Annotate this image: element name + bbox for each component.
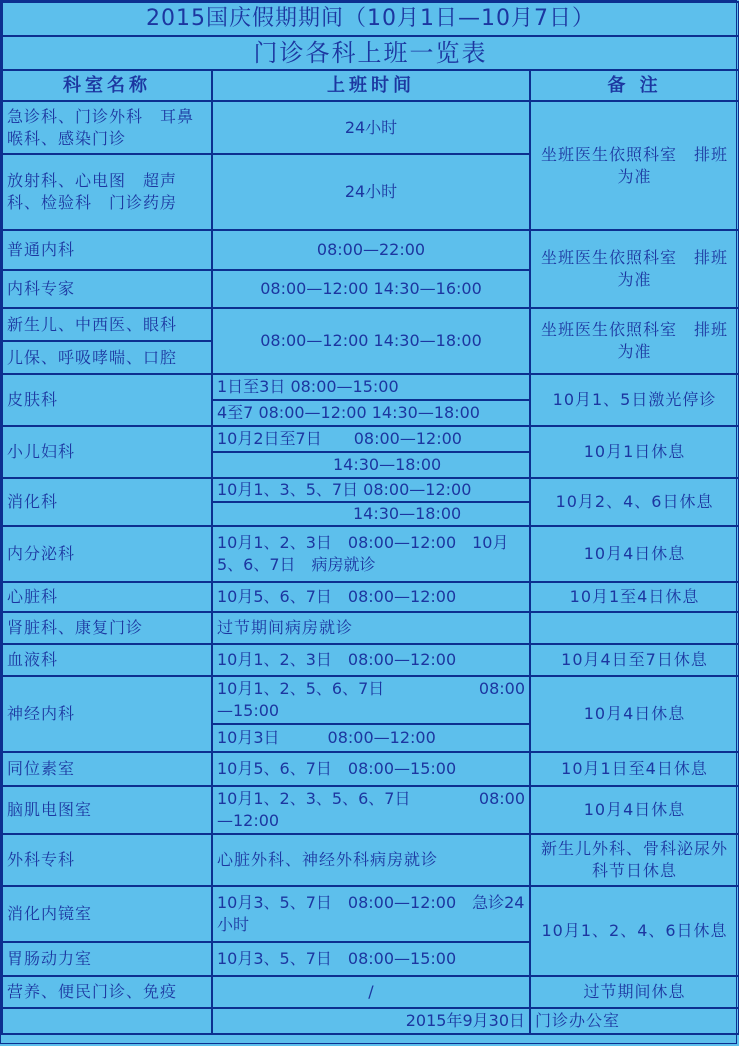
note-cell: 10月1、5日激光停诊 (530, 374, 739, 426)
note-cell (530, 612, 739, 644)
note-cell: 10月4日休息 (530, 676, 739, 752)
dept-cell: 营养、便民门诊、免疫 (2, 976, 212, 1008)
time-cell: 08:00—12:00 14:30—18:00 (212, 308, 530, 374)
dept-cell: 普通内科 (2, 230, 212, 270)
header-time: 上班时间 (212, 70, 530, 101)
dept-cell: 心脏科 (2, 582, 212, 612)
dept-cell: 神经内科 (2, 676, 212, 752)
time-cell: 10月1、2、3日 08:00—12:00 (212, 644, 530, 676)
time-cell: 14:30—18:00 (212, 452, 530, 478)
time-cell: 10月3日 08:00—12:00 (212, 724, 530, 752)
footer-date: 2015年9月30日 (212, 1008, 530, 1034)
time-cell: 10月3、5、7日 08:00—15:00 (212, 942, 530, 976)
dept-cell: 皮肤科 (2, 374, 212, 426)
header-dept: 科室名称 (2, 70, 212, 101)
dept-cell: 同位素室 (2, 752, 212, 786)
dept-cell: 放射科、心电图 超声科、检验科 门诊药房 (2, 154, 212, 230)
footer-empty-cell (2, 1008, 212, 1034)
time-cell: 10月2日至7日 08:00—12:00 (212, 426, 530, 452)
note-cell: 10月1、2、4、6日休息 (530, 886, 739, 976)
dept-cell: 急诊科、门诊外科 耳鼻喉科、感染门诊 (2, 101, 212, 154)
time-cell: 10月3、5、7日 08:00—12:00 急诊24小时 (212, 886, 530, 942)
header-note: 备 注 (530, 70, 739, 101)
time-cell: 08:00—12:00 14:30—16:00 (212, 270, 530, 308)
page-subtitle: 门诊各科上班一览表 (2, 36, 739, 70)
dept-cell: 脑肌电图室 (2, 786, 212, 834)
time-end: —15:00 (217, 701, 280, 720)
time-cell: / (212, 976, 530, 1008)
dept-cell: 血液科 (2, 644, 212, 676)
dept-cell: 肾脏科、康复门诊 (2, 612, 212, 644)
note-cell: 10月4日休息 (530, 526, 739, 582)
note-cell: 10月1日休息 (530, 426, 739, 478)
time-cell: 14:30—18:00 (212, 502, 530, 526)
dept-cell: 小儿妇科 (2, 426, 212, 478)
dept-cell: 胃肠动力室 (2, 942, 212, 976)
time-cell: 10月1、2、3日 08:00—12:00 10月5、6、7日 病房就诊 (212, 526, 530, 582)
note-cell: 坐班医生依照科室 排班为准 (530, 308, 739, 374)
time-days: 10月1、2、3、5、6、7日 (217, 789, 411, 808)
note-cell: 过节期间休息 (530, 976, 739, 1008)
footer-office: 门诊办公室 (530, 1008, 739, 1034)
time-cell (212, 676, 530, 724)
note-cell: 10月4日至7日休息 (530, 644, 739, 676)
note-cell: 新生儿外科、骨科泌尿外科节日休息 (530, 834, 739, 886)
note-cell: 10月4日休息 (530, 786, 739, 834)
page-title: 2015国庆假期期间（10月1日—10月7日） (2, 2, 739, 36)
time-start: 08:00 (478, 789, 525, 808)
time-cell: 1日至3日 08:00—15:00 (212, 374, 530, 400)
time-cell: 24小时 (212, 154, 530, 230)
time-cell: 08:00—22:00 (212, 230, 530, 270)
note-cell: 10月1至4日休息 (530, 582, 739, 612)
time-end: —12:00 (217, 811, 280, 830)
note-cell: 坐班医生依照科室 排班为准 (530, 101, 739, 230)
dept-cell: 内分泌科 (2, 526, 212, 582)
dept-cell: 消化科 (2, 478, 212, 526)
time-cell: 10月5、6、7日 08:00—15:00 (212, 752, 530, 786)
time-cell: 过节期间病房就诊 (212, 612, 530, 644)
dept-cell: 外科专科 (2, 834, 212, 886)
time-cell: 10月5、6、7日 08:00—12:00 (212, 582, 530, 612)
dept-cell: 新生儿、中西医、眼科 (2, 308, 212, 341)
note-cell: 10月1日至4日休息 (530, 752, 739, 786)
dept-cell: 内科专家 (2, 270, 212, 308)
time-cell: 心脏外科、神经外科病房就诊 (212, 834, 530, 886)
time-cell (212, 786, 530, 834)
schedule-table (1, 1, 739, 1035)
note-cell: 坐班医生依照科室 排班为准 (530, 230, 739, 308)
dept-cell: 消化内镜室 (2, 886, 212, 942)
time-cell: 4至7 08:00—12:00 14:30—18:00 (212, 400, 530, 426)
dept-cell: 儿保、呼吸哮喘、口腔 (2, 341, 212, 374)
time-start: 08:00 (478, 679, 525, 698)
time-cell: 24小时 (212, 101, 530, 154)
note-cell: 10月2、4、6日休息 (530, 478, 739, 526)
time-days: 10月1、2、5、6、7日 (217, 679, 385, 698)
time-cell: 10月1、3、5、7日 08:00—12:00 (212, 478, 530, 502)
